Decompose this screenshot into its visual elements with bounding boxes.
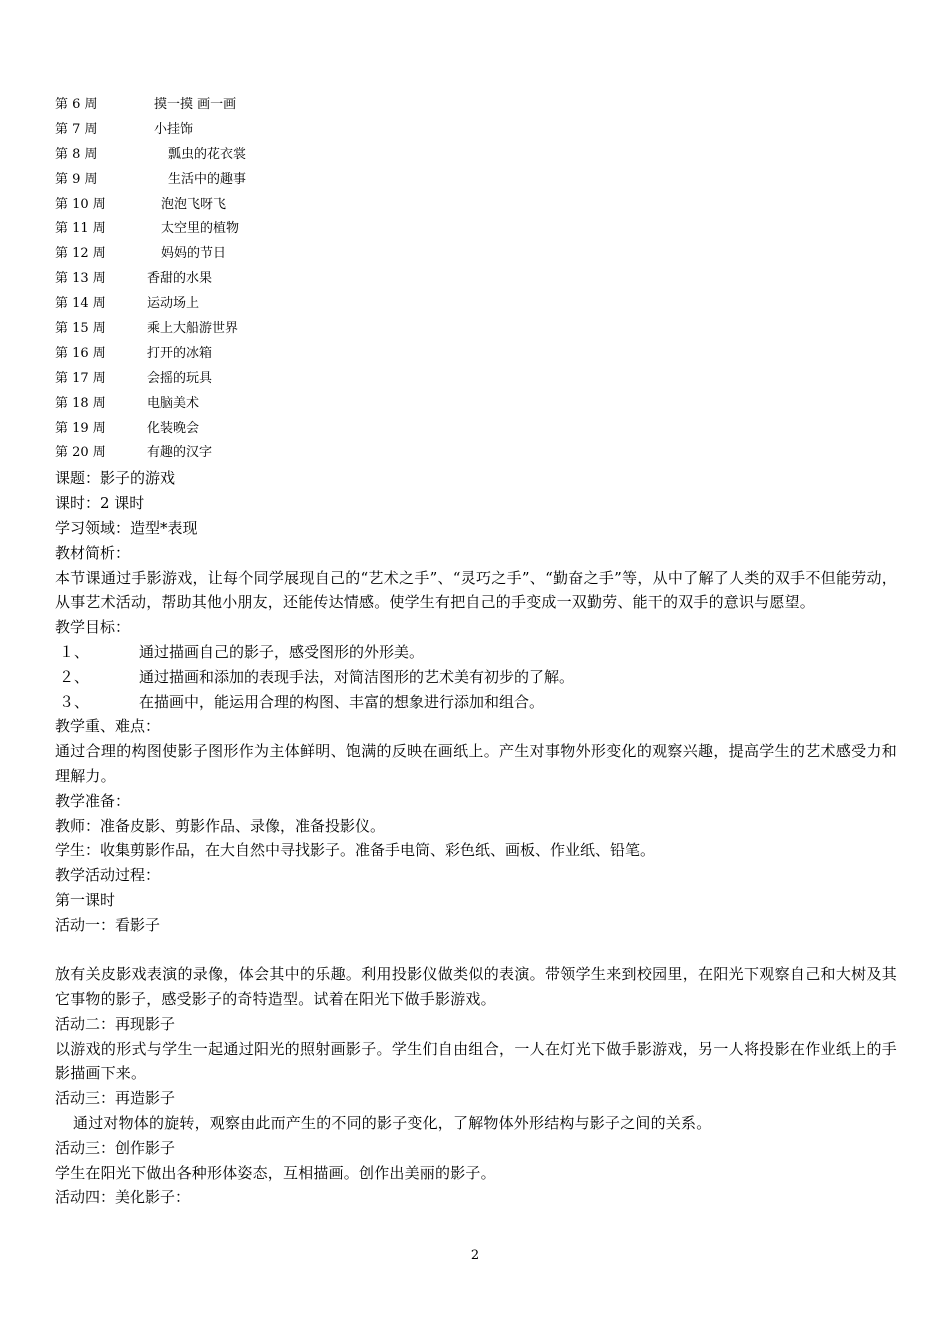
goal-item xyxy=(55,690,897,715)
schedule-row xyxy=(55,118,897,143)
activity-3a-heading: 活动三：再造影子 xyxy=(55,1089,176,1108)
lesson-title: 泡泡飞呀飞 xyxy=(161,196,227,212)
lesson-title: 乘上大船游世界 xyxy=(147,321,239,337)
schedule-row xyxy=(55,441,897,466)
learning-field: 学习领域：造型*表现 xyxy=(55,518,198,537)
goal-number: ３、 xyxy=(59,692,90,711)
lesson-hours: 课时：2 课时 xyxy=(55,494,145,513)
process-heading: 教学活动过程： xyxy=(55,866,161,885)
week-label: 第 16 周 xyxy=(55,345,106,361)
activity-3b-heading: 活动三：创作影子 xyxy=(55,1138,176,1157)
goal-number: １、 xyxy=(59,642,90,661)
schedule-row xyxy=(55,267,897,292)
document-page xyxy=(55,93,897,1210)
page-number: 2 xyxy=(470,1248,480,1263)
week-label: 第 19 周 xyxy=(55,420,106,436)
week-label: 第 6 周 xyxy=(55,97,98,112)
schedule-row xyxy=(55,392,897,417)
schedule-row xyxy=(55,242,897,267)
lesson-title: 生活中的趣事 xyxy=(168,171,247,187)
activity-3b-text: 学生在阳光下做出各种形体姿态，互相描画。创作出美丽的影子。 xyxy=(55,1163,496,1182)
lesson-title: 有趣的汉字 xyxy=(147,445,213,461)
lesson-topic: 课题：影子的游戏 xyxy=(55,469,176,488)
goal-text: 在描画中，能运用合理的构图、丰富的想象进行添加和组合。 xyxy=(139,692,545,711)
schedule-row xyxy=(55,342,897,367)
week-label: 第 12 周 xyxy=(55,246,106,262)
first-period-heading: 第一课时 xyxy=(55,890,116,909)
preparation-heading: 教学准备： xyxy=(55,791,131,810)
schedule-row xyxy=(55,168,897,193)
lesson-title: 化装晚会 xyxy=(147,420,200,436)
analysis-text: 本节课通过手影游戏，让每个同学展现自己的“艺术之手”、“灵巧之手”、“勤奋之手”等，从中了解了人类的双手不但能劳动，从事艺术活动，帮助其他小朋友，还能传达情感。使学生有把自己的手变成一双勤劳、能干的双手的意识与愿望。 xyxy=(55,568,897,612)
key-points-text: 通过合理的构图使影子图形作为主体鲜明、饱满的反映在画纸上。产生对事物外形变化的观察兴趣，提高学生的艺术感受力和理解力。 xyxy=(55,742,897,785)
activity-4-heading: 活动四：美化影子： xyxy=(55,1188,191,1207)
student-preparation: 学生：收集剪影作品，在大自然中寻找影子。准备手电筒、彩色纸、画板、作业纸、铅笔。 xyxy=(55,841,656,860)
goal-number: ２、 xyxy=(59,667,90,686)
week-label: 第 9 周 xyxy=(55,171,98,187)
goals-heading: 教学目标： xyxy=(55,618,131,637)
week-label: 第 8 周 xyxy=(55,146,98,162)
schedule-row xyxy=(55,292,897,317)
analysis-heading: 教材简析： xyxy=(55,543,131,562)
schedule-row xyxy=(55,143,897,168)
lesson-title: 太空里的植物 xyxy=(161,221,240,237)
activity-2-heading: 活动二：再现影子 xyxy=(55,1014,176,1033)
week-label: 第 7 周 xyxy=(55,121,98,137)
activity-1-text: 放有关皮影戏表演的录像，体会其中的乐趣。利用投影仪做类似的表演。带领学生来到校园里，在阳光下观察自己和大树及其它事物的影子，感受影子的奇特造型。试着在阳光下做手影游戏。 xyxy=(55,965,897,1009)
week-label: 第 13 周 xyxy=(55,271,106,287)
lesson-title: 会摇的玩具 xyxy=(147,370,213,386)
schedule-row xyxy=(55,93,897,118)
schedule-row xyxy=(55,193,897,218)
week-label: 第 10 周 xyxy=(55,196,106,212)
week-label: 第 20 周 xyxy=(55,445,106,461)
week-label: 第 18 周 xyxy=(55,395,106,411)
week-label: 第 14 周 xyxy=(55,296,106,312)
lesson-title: 小挂饰 xyxy=(154,121,194,137)
activity-2-text: 以游戏的形式与学生一起通过阳光的照射画影子。学生们自由组合，一人在灯光下做手影游戏，另一人将投影在作业纸上的手影描画下来。 xyxy=(55,1039,897,1083)
week-label: 第 11 周 xyxy=(55,221,106,237)
lesson-title: 运动场上 xyxy=(147,296,200,312)
schedule-row xyxy=(55,217,897,242)
goal-item xyxy=(55,665,897,690)
lesson-title: 摸一摸 画一画 xyxy=(154,97,237,112)
week-label: 第 17 周 xyxy=(55,370,106,386)
schedule-row xyxy=(55,417,897,442)
goal-text: 通过描画自己的影子，感受图形的外形美。 xyxy=(139,642,425,661)
schedule-row xyxy=(55,317,897,342)
activity-1-heading: 活动一：看影子 xyxy=(55,915,161,934)
goal-text: 通过描画和添加的表现手法，对简洁图形的艺术美有初步的了解。 xyxy=(139,667,575,686)
activity-3a-text: 通过对物体的旋转，观察由此而产生的不同的影子变化，了解物体外形结构与影子之间的关系。 xyxy=(73,1114,712,1133)
schedule-row xyxy=(55,367,897,392)
lesson-title: 打开的冰箱 xyxy=(147,345,213,361)
week-label: 第 15 周 xyxy=(55,321,106,337)
teacher-preparation: 教师：准备皮影、剪影作品、录像，准备投影仪。 xyxy=(55,816,386,835)
lesson-title: 妈妈的节日 xyxy=(161,246,227,262)
week-schedule xyxy=(55,93,897,466)
goal-item xyxy=(55,640,897,665)
key-points-heading: 教学重、难点： xyxy=(55,717,161,736)
lesson-title: 香甜的水果 xyxy=(147,271,213,287)
lesson-title: 电脑美术 xyxy=(147,395,200,411)
lesson-title: 瓢虫的花衣裳 xyxy=(168,146,247,162)
blank-line xyxy=(55,938,897,963)
